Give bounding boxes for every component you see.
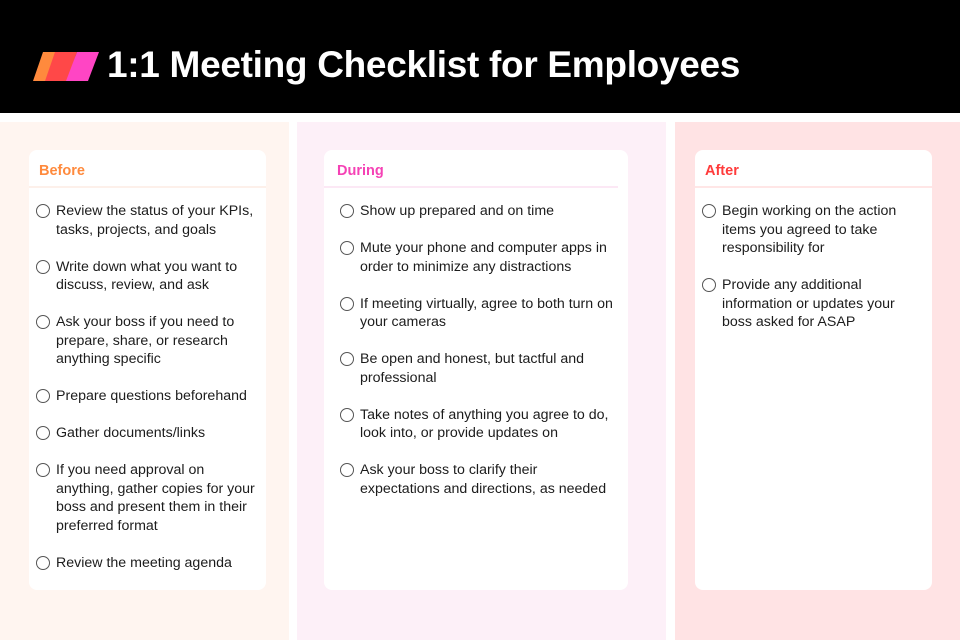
checklist-item[interactable] [340, 350, 620, 387]
radio-circle-icon[interactable] [702, 204, 716, 218]
radio-circle-icon[interactable] [702, 278, 716, 292]
radio-circle-icon[interactable] [36, 204, 50, 218]
item-label: If you need approval on anything, gather copies for your boss and present them in their preferred format [56, 462, 255, 534]
item-label: Take notes of anything you agree to do, look into, or provide updates on [360, 406, 609, 441]
checklist-item[interactable] [36, 313, 258, 369]
item-label: Mute your phone and computer apps in order to minimize any distractions [360, 240, 607, 275]
checklist-item[interactable] [36, 258, 258, 295]
checklist-item[interactable] [340, 406, 620, 443]
checklist-before [29, 188, 266, 572]
radio-circle-icon[interactable] [340, 463, 354, 477]
checklist-card-after [695, 150, 932, 590]
checklist-item[interactable] [702, 202, 924, 258]
header-bar [0, 0, 960, 113]
item-label: Gather documents/links [56, 425, 206, 441]
brand-stripes-logo-icon [33, 52, 99, 81]
item-label: Ask your boss if you need to prepare, share, or research anything specific [56, 314, 235, 367]
radio-circle-icon[interactable] [340, 241, 354, 255]
section-heading-before: Before [29, 150, 266, 188]
radio-circle-icon[interactable] [36, 556, 50, 570]
checklist-item[interactable] [36, 202, 258, 239]
checklist-item[interactable] [36, 461, 258, 535]
item-label: Prepare questions beforehand [56, 388, 247, 404]
checklist-item[interactable] [340, 295, 620, 332]
item-label: If meeting virtually, agree to both turn on your cameras [360, 295, 613, 330]
radio-circle-icon[interactable] [340, 204, 354, 218]
item-label: Show up prepared and on time [360, 203, 555, 219]
checklist-item[interactable] [340, 202, 620, 221]
item-label: Review the meeting agenda [56, 554, 232, 571]
item-label: Review the status of your KPIs, tasks, projects, and goals [56, 203, 254, 238]
checklist-after [695, 188, 932, 332]
radio-circle-icon[interactable] [36, 463, 50, 477]
section-heading-after: After [695, 150, 932, 188]
item-label: Begin working on the action items you agreed to take responsibility for [722, 203, 897, 256]
radio-circle-icon[interactable] [340, 297, 354, 311]
column-before [0, 122, 289, 640]
checklist-during [324, 188, 628, 498]
radio-circle-icon[interactable] [36, 426, 50, 440]
item-label: Write down what you want to discuss, review, and ask [56, 258, 238, 293]
radio-circle-icon[interactable] [340, 408, 354, 422]
checklist-item[interactable] [36, 554, 258, 573]
checklist-item[interactable] [36, 424, 258, 443]
radio-circle-icon[interactable] [36, 315, 50, 329]
section-heading-during: During [324, 150, 618, 188]
column-after [675, 122, 960, 640]
checklist-item[interactable] [340, 461, 620, 498]
radio-circle-icon[interactable] [340, 352, 354, 366]
page-title: 1:1 Meeting Checklist for Employees [107, 44, 741, 85]
checklist-item[interactable] [702, 276, 924, 332]
checklist-card-during [324, 150, 628, 590]
item-label: Provide any additional information or updates your boss asked for ASAP [722, 277, 895, 330]
radio-circle-icon[interactable] [36, 389, 50, 403]
checklist-item[interactable] [340, 239, 620, 276]
column-during [297, 122, 666, 640]
checklist-item[interactable] [36, 387, 258, 406]
item-label: Ask your boss to clarify their expectations and directions, as needed [360, 462, 607, 497]
radio-circle-icon[interactable] [36, 260, 50, 274]
checklist-card-before [29, 150, 266, 590]
item-label: Be open and honest, but tactful and professional [360, 351, 585, 386]
